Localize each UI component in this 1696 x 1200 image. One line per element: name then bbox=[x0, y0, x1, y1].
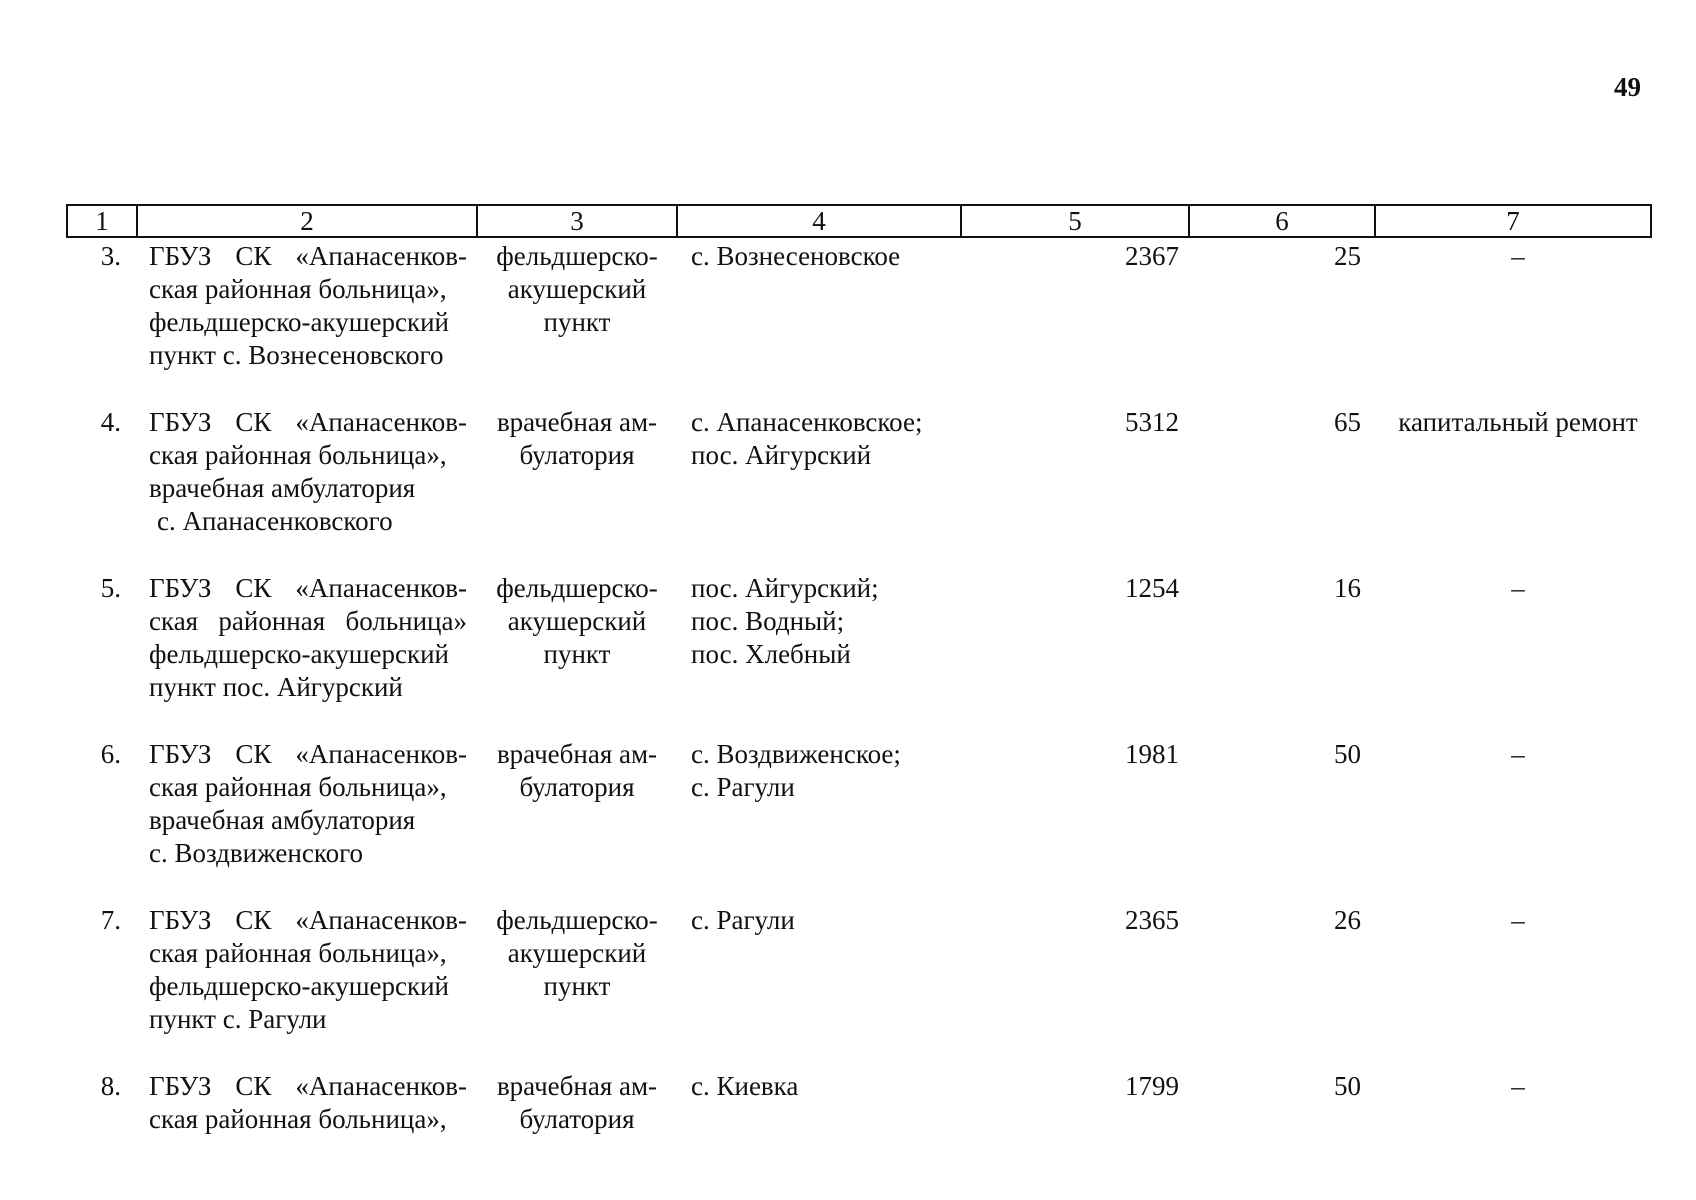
facility-name-line: ская районная больница», bbox=[149, 274, 447, 304]
distance-value: 65 bbox=[1334, 407, 1361, 437]
facility-type-line: фельдшерско- bbox=[496, 573, 658, 603]
facility-type-line: булатория bbox=[519, 440, 635, 470]
table-row bbox=[67, 572, 1651, 738]
population-value: 2365 bbox=[1125, 905, 1179, 935]
facility-type-line: пункт bbox=[543, 307, 611, 337]
population-value: 2367 bbox=[1125, 241, 1179, 271]
facilities-table-wrapper bbox=[66, 204, 1650, 1170]
note-value: – bbox=[1511, 241, 1525, 271]
table-row bbox=[67, 237, 1651, 406]
facility-name bbox=[137, 1070, 477, 1170]
facility-name bbox=[137, 738, 477, 904]
note-value: – bbox=[1511, 739, 1525, 769]
facility-name-line: ГБУЗ СК «Апанасенков- bbox=[149, 1071, 467, 1101]
row-number: 6. bbox=[100, 739, 121, 769]
row-number: 5. bbox=[100, 573, 121, 603]
location-line: с. Воздвиженское; bbox=[691, 739, 901, 769]
table-row bbox=[67, 904, 1651, 1070]
location-line: пос. Айгурский bbox=[691, 440, 872, 470]
facility-name-line: фельдшерско-акушерский bbox=[149, 971, 449, 1001]
table-header bbox=[67, 205, 1651, 237]
served-locations bbox=[677, 904, 961, 1070]
facility-name-line: пункт с. Вознесеновского bbox=[149, 340, 444, 370]
facility-name-line: ГБУЗ СК «Апанасенков- bbox=[149, 905, 467, 935]
served-locations bbox=[677, 572, 961, 738]
distance-value: 25 bbox=[1334, 241, 1361, 271]
distance-value: 50 bbox=[1334, 1071, 1361, 1101]
header-col-4: 4 bbox=[677, 205, 961, 237]
served-locations bbox=[677, 406, 961, 572]
location-line: пос. Айгурский; bbox=[691, 573, 879, 603]
facility-name bbox=[137, 572, 477, 738]
facility-name-line: ГБУЗ СК «Апанасенков- bbox=[149, 573, 467, 603]
facility-name-line: ГБУЗ СК «Апанасенков- bbox=[149, 241, 467, 271]
note-value: – bbox=[1511, 905, 1525, 935]
note-value: – bbox=[1511, 1071, 1525, 1101]
facility-type-line: врачебная ам- bbox=[496, 1071, 658, 1101]
facility-type-line: пункт bbox=[543, 971, 611, 1001]
population-value: 1799 bbox=[1125, 1071, 1179, 1101]
facility-type-line: булатория bbox=[519, 1104, 635, 1134]
location-line: с. Киевка bbox=[691, 1071, 799, 1101]
facility-type bbox=[477, 406, 677, 572]
facility-type bbox=[477, 237, 677, 406]
facility-name-line: ская районная больница» bbox=[149, 606, 467, 636]
served-locations bbox=[677, 738, 961, 904]
location-line: с. Рагули bbox=[691, 905, 795, 935]
facility-name-line: фельдшерско-акушерский bbox=[149, 639, 449, 669]
facility-name-line: с. Воздвиженского bbox=[149, 838, 363, 868]
facility-name-line: ская районная больница», bbox=[149, 1104, 447, 1134]
facility-name-line: ская районная больница», bbox=[149, 938, 447, 968]
population-value: 1981 bbox=[1125, 739, 1179, 769]
facility-name-line: ГБУЗ СК «Апанасенков- bbox=[149, 407, 467, 437]
location-line: с. Вознесеновское bbox=[691, 241, 901, 271]
row-number: 8. bbox=[100, 1071, 121, 1101]
facility-type bbox=[477, 738, 677, 904]
facility-type-line: фельдшерско- bbox=[496, 241, 658, 271]
table-row bbox=[67, 1070, 1651, 1170]
note-value: капитальный ремонт bbox=[1398, 407, 1638, 437]
facility-name-line: ская районная больница», bbox=[149, 440, 447, 470]
distance-value: 26 bbox=[1334, 905, 1361, 935]
header-col-1: 1 bbox=[67, 205, 137, 237]
distance-value: 50 bbox=[1334, 739, 1361, 769]
facility-name-line: фельдшерско-акушерский bbox=[149, 307, 449, 337]
facility-type-line: булатория bbox=[519, 772, 635, 802]
served-locations bbox=[677, 1070, 961, 1170]
header-col-5: 5 bbox=[961, 205, 1189, 237]
location-line: с. Рагули bbox=[691, 772, 795, 802]
facility-type-line: акушерский bbox=[507, 938, 647, 968]
location-line: пос. Водный; bbox=[691, 606, 845, 636]
header-row bbox=[67, 205, 1651, 237]
population-value: 1254 bbox=[1125, 573, 1179, 603]
facility-type-line: акушерский bbox=[507, 274, 647, 304]
distance-value: 16 bbox=[1334, 573, 1361, 603]
facility-type-line: фельдшерско- bbox=[496, 905, 658, 935]
header-col-3: 3 bbox=[477, 205, 677, 237]
facility-name-line: ская районная больница», bbox=[149, 772, 447, 802]
facility-type-line: пункт bbox=[543, 639, 611, 669]
location-line: пос. Хлебный bbox=[691, 639, 851, 669]
facility-name-line: ГБУЗ СК «Апанасенков- bbox=[149, 739, 467, 769]
table-row bbox=[67, 406, 1651, 572]
table-row bbox=[67, 738, 1651, 904]
page-number: 49 bbox=[1614, 72, 1641, 102]
facility-type bbox=[477, 904, 677, 1070]
facility-name bbox=[137, 904, 477, 1070]
facility-name-line: пункт с. Рагули bbox=[149, 1004, 327, 1034]
population-value: 5312 bbox=[1125, 407, 1179, 437]
facility-type-line: врачебная ам- bbox=[496, 407, 658, 437]
facility-name-line: с. Апанасенковского bbox=[157, 506, 393, 536]
header-col-6: 6 bbox=[1189, 205, 1375, 237]
header-col-2: 2 bbox=[137, 205, 477, 237]
facility-name-line: врачебная амбулатория bbox=[149, 805, 416, 835]
header-col-7: 7 bbox=[1375, 205, 1651, 237]
facility-type bbox=[477, 1070, 677, 1170]
facility-type bbox=[477, 572, 677, 738]
facility-name bbox=[137, 237, 477, 406]
table-body bbox=[67, 237, 1651, 1170]
row-number: 3. bbox=[100, 241, 121, 271]
facility-type-line: врачебная ам- bbox=[496, 739, 658, 769]
location-line: с. Апанасенковское; bbox=[691, 407, 923, 437]
facility-name-line: врачебная амбулатория bbox=[149, 473, 416, 503]
facility-name bbox=[137, 406, 477, 572]
facilities-table bbox=[66, 204, 1652, 1170]
row-number: 7. bbox=[100, 905, 121, 935]
note-value: – bbox=[1511, 573, 1525, 603]
facility-type-line: акушерский bbox=[507, 606, 647, 636]
served-locations bbox=[677, 237, 961, 406]
facility-name-line: пункт пос. Айгурский bbox=[149, 672, 403, 702]
row-number: 4. bbox=[100, 407, 121, 437]
